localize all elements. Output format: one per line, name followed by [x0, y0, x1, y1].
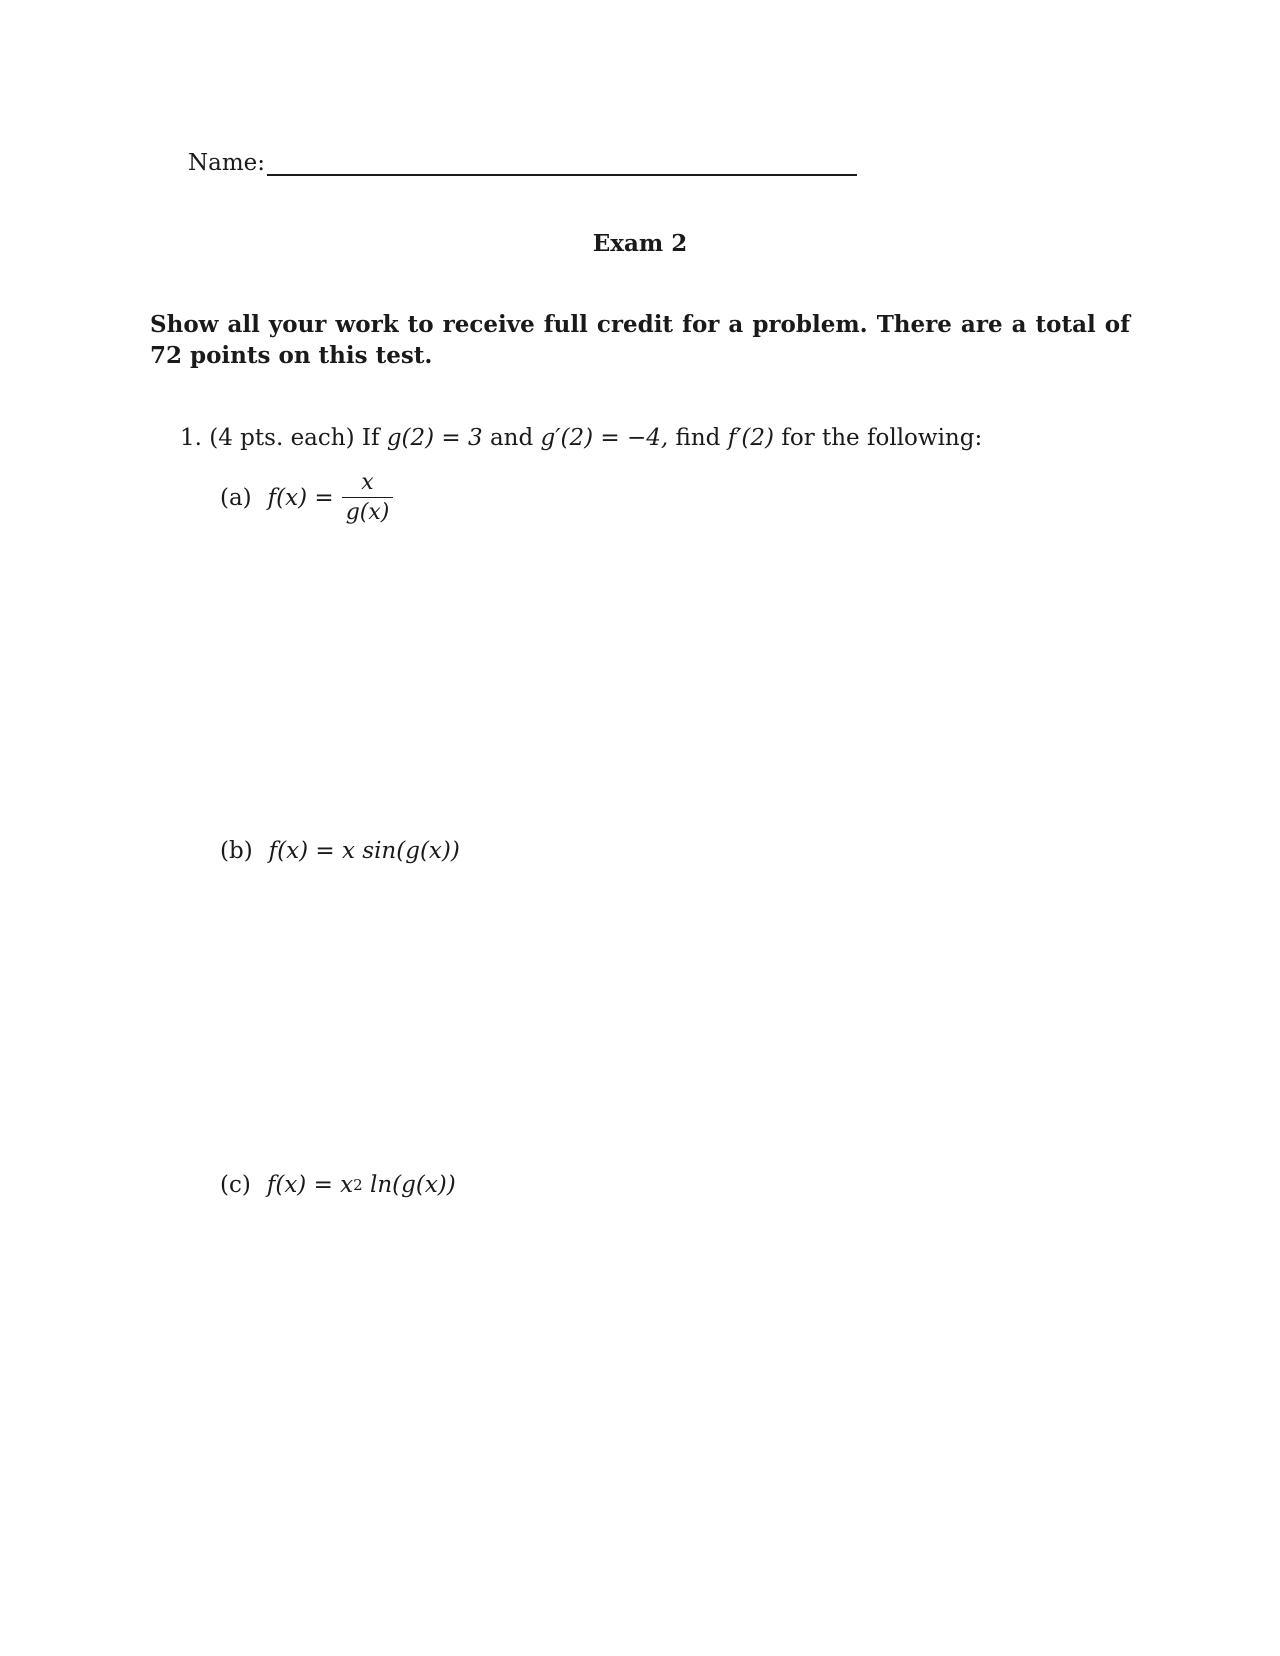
problem-points: (4 pts. each) — [209, 425, 355, 451]
exam-title-text: Exam 2 — [592, 230, 688, 257]
problem-target: f′(2) — [727, 425, 775, 451]
part-a-fraction — [342, 470, 394, 525]
problem-find-text: find — [675, 425, 721, 451]
problem-number: 1. — [180, 425, 202, 451]
part-c — [220, 1172, 456, 1198]
part-a-denominator: g(x) — [342, 497, 394, 525]
part-c-expression-rest: ln(g(x)) — [362, 1172, 456, 1198]
part-b-expression: f(x) = x sin(g(x)) — [268, 838, 460, 864]
problem-condition-2: g′(2) = −4, — [540, 425, 669, 451]
part-a — [220, 470, 393, 525]
part-a-numerator: x — [361, 470, 374, 495]
part-b-label: (b) — [220, 838, 253, 864]
part-a-lhs: f(x) = — [267, 484, 334, 511]
exam-title — [0, 230, 1280, 257]
problem-conjunction: and — [489, 425, 534, 451]
problem-1-statement — [180, 425, 982, 451]
name-blank-line — [267, 152, 857, 176]
part-b — [220, 838, 460, 864]
instructions: Show all your work to receive full credit for a problem. There are a total of 72 points on this test. — [150, 311, 1130, 369]
part-c-expression-base: f(x) = x — [266, 1172, 354, 1198]
part-c-exponent: 2 — [353, 1176, 363, 1194]
problem-suffix: for the following: — [781, 425, 983, 451]
problem-condition-1: g(2) = 3 — [386, 425, 483, 451]
name-label: Name: — [188, 150, 266, 176]
part-c-label: (c) — [220, 1172, 251, 1198]
part-a-label: (a) — [220, 484, 252, 511]
problem-given-prefix: If — [361, 425, 380, 451]
name-field-row — [188, 150, 857, 176]
